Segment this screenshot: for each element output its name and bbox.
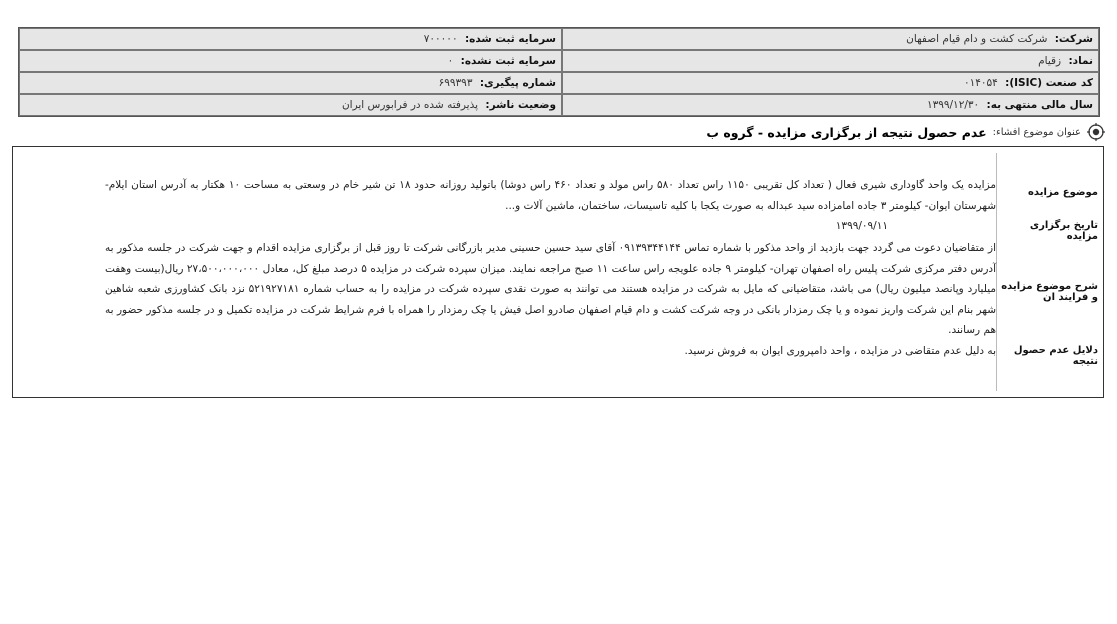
symbol-cell [562, 50, 1099, 72]
tracking-cell [19, 72, 562, 94]
publisher-status-value: پذیرفته شده در فرابورس ایران [341, 99, 479, 111]
subject-title: عدم حصول نتیجه از برگزاری مزایده - گروه ب [706, 124, 987, 140]
registered-capital-value: ۷۰۰۰۰۰ [423, 33, 458, 45]
column-divider [996, 153, 997, 391]
fiscal-year-value: ۱۳۹۹/۱۲/۳۰ [926, 99, 980, 111]
company-label: شرکت: [1054, 33, 1093, 45]
unregistered-capital-label: سرمایه ثبت نشده: [460, 55, 556, 67]
subject-label: عنوان موضوع افشاء: [992, 126, 1081, 138]
auction-subject-label: موضوع مزایده [1028, 187, 1098, 198]
auction-subject-text: مزایده یک واحد گاوداری شیری فعال ( تعداد کل تقریبی ۱۱۵۰ راس تعداد ۵۸۰ راس مولد و تعداد ۴۶۰ راس دوشا) باتولید روزانه حدود ۱۸ تن شیر خام در وسعتی به مساحت ۱۰ هکتار به آدرس استان ایلام- شهرستان ایوان- کیلومتر ۳ جاده امامزاده سید عبداله به صورت یکجا با کلیه تاسیسات، ساختمان، ماشین آلات و... [105, 179, 996, 212]
disclosure-subject [706, 121, 1105, 143]
registered-capital-cell [19, 28, 562, 50]
failure-reason-label: دلایل عدم حصول نتیجه [1013, 345, 1098, 367]
symbol-value: زقیام [1038, 55, 1062, 67]
company-info-header [18, 27, 1100, 117]
publisher-status-cell [19, 94, 562, 116]
isic-value: ۰۱۴۰۵۴ [963, 77, 998, 89]
auction-date-value: ۱۳۹۹/۰۹/۱۱ [835, 220, 888, 232]
unregistered-capital-value: ۰ [447, 55, 454, 67]
auction-date-label: تاریخ برگزاری مزایده [1029, 220, 1098, 242]
target-icon [1087, 123, 1105, 141]
company-value: شرکت کشت و دام قیام اصفهان [906, 33, 1048, 45]
process-label: شرح موضوع مزایده و فرایند ان [1001, 281, 1098, 303]
fiscal-year-cell [562, 94, 1099, 116]
unregistered-capital-cell [19, 50, 562, 72]
isic-label: کد صنعت (ISIC): [1005, 77, 1093, 89]
tracking-label: شماره پیگیری: [479, 77, 556, 89]
registered-capital-label: سرمایه ثبت شده: [464, 33, 556, 45]
company-cell [562, 28, 1099, 50]
tracking-value: ۶۹۹۳۹۳ [438, 77, 473, 89]
isic-cell [562, 72, 1099, 94]
process-text: از متقاضیان دعوت می گردد جهت بازدید از واحد مذکور با شماره تماس ۰۹۱۳۹۳۴۴۱۴۴ آقای سید حسین حسینی مدیر بازرگانی شرکت تا روز قبل از برگزاری مزایده اقدام و جهت شرکت در جلسه مذکور به آدرس دفتر مرکزی شرکت پلیس راه اصفهان تهران- کیلومتر ۹ جاده علویجه راس ساعت ۱۱ صبح مراجعه نمایند. میزان سپرده شرکت در مزایده ۵ درصد مبلغ کل، معادل ۲۷،۵۰۰،۰۰۰،۰۰۰ ریال(بیست وهفت میلیارد وپانصد میلیون ریال) می باشد، متقاضیانی که مایل به شرکت در مزایده هستند می توانند به صورت نقدی سپرده شرکت در مزایده را به حساب شماره ۵۲۱۹۲۷۱۸۱ نزد بانک کشاورزی شعبه شاهین شهر بنام این شرکت واریز نموده و یا چک رمزدار بانکی در وجه شرکت کشت و دام قیام اصفهان صادرو اصل فیش یا چک رمزدار را همراه با فرم شرایط شرکت در مزایده تکمیل و در جلسه مذکور حضور به هم رسانند. [105, 242, 997, 336]
auction-details-box [12, 146, 1104, 398]
fiscal-year-label: سال مالی منتهی به: [986, 99, 1093, 111]
publisher-status-label: وضعیت ناشر: [485, 99, 556, 111]
symbol-label: نماد: [1068, 55, 1093, 67]
failure-reason-text: به دلیل عدم متقاضی در مزایده ، واحد دامپروری ایوان به فروش نرسید. [684, 345, 996, 357]
